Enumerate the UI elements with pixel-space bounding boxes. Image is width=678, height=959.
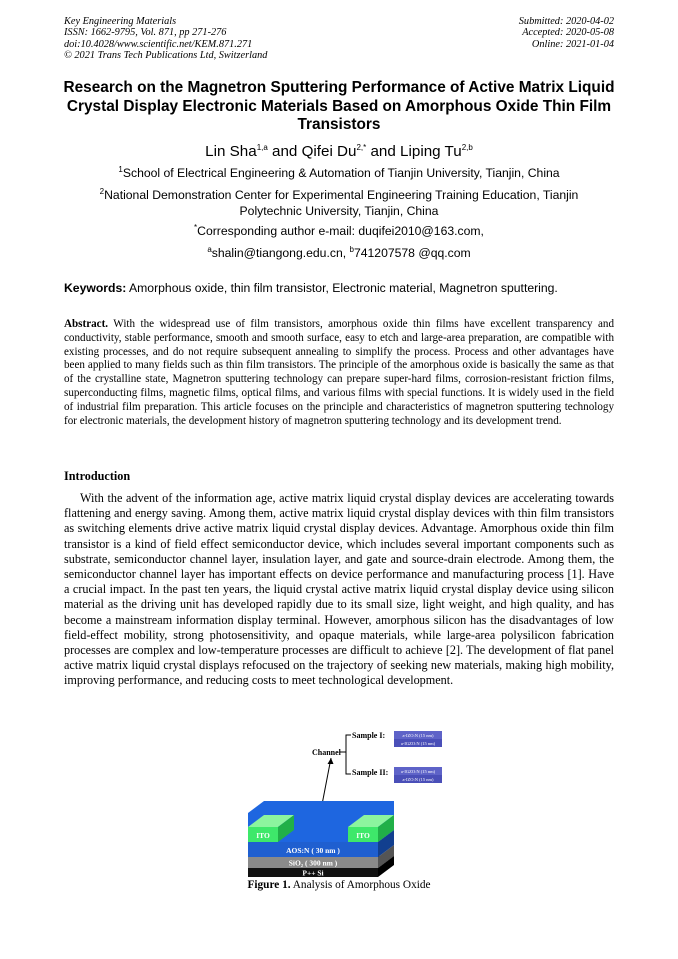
author-2: Qifei Du (301, 143, 357, 160)
author-1: Lin Sha (205, 143, 257, 160)
email-b-sup: b (349, 244, 354, 254)
author-1-sup: 1,a (256, 142, 268, 152)
email-a-sup: a (207, 244, 212, 254)
corresponding-text: Corresponding author e-mail: duqifei2010@163.com, (197, 224, 484, 238)
accepted-date: Accepted: 2020-05-08 (522, 27, 614, 39)
affiliation-2-sup: 2 (99, 186, 105, 196)
introduction-text: With the advent of the information age, active matrix liquid crystal display devices are accelerating towards flattening and energy saving. Among them, active matrix liquid crystal display devices with thin film transistors as switching elements drive active matrix liquid crystal display devices. Advantage. Amorphous oxide thin film transistor is a kind of field effect semiconductor device, which includes several important components such as substrate, semiconductor channel layer, insulation layer, and gate and source-drain electrode. Among them, the semiconductor channel layer has important effects on device performance and manufacturing process [1]. Have a crucial impact. In the past ten years, the liquid crystal active matrix liquid crystal display device using silicon material as the driving unit has developed rapidly due to its small size, light weight, and high quality, and has become a mainstream information display terminal. However, amorphous silicon has the disadvantages of low field-effect mobility, strong photosensitivity, and opaque materials, while large-area polysilicon fabrication processes are complex and low-temperature processes are difficult to achieve [2]. The development of flat panel active matrix liquid crystal displays refocused on the trajectory of seeking new materials, making high mobility, improving performance, and reducing costs to meet technological development. (64, 491, 614, 688)
sample-1-label: Sample I: (352, 731, 386, 740)
sio2-layer-label: SiO₂ ( 300 nm ) (288, 858, 338, 868)
online-date: Online: 2021-01-04 (531, 38, 614, 50)
affiliation-1-text: School of Electrical Engineering & Automation of Tianjin University, Tianjin, China (122, 166, 560, 180)
caption-text: Analysis of Amorphous Oxide (290, 879, 431, 891)
sample-1-bottom-text: a-IGZO:N (15 nm) (400, 741, 436, 746)
sample-2-bottom-text: a-IZO:N (15 nm) (402, 777, 434, 782)
author-separator: and (267, 143, 302, 160)
email-b: 741207578 @qq.com (353, 246, 471, 260)
affiliation-1-sup: 1 (118, 164, 123, 174)
paper-title: Research on the Magnetron Sputtering Performance of Active Matrix Liquid Crystal Display Electronic Materials Based on Amorphous Oxide Thin Film Transistors (63, 79, 615, 133)
author-emails (70, 246, 608, 262)
keywords-label: Keywords: (64, 281, 127, 295)
figure-caption (64, 879, 614, 891)
author-list (60, 143, 618, 161)
keywords-text: Amorphous oxide, thin film transistor, Electronic material, Magnetron sputtering. (126, 281, 558, 295)
ito-left-label: ITO (256, 831, 270, 840)
submitted-date: Submitted: 2020-04-02 (518, 16, 614, 27)
author-3: Liping Tu (400, 143, 462, 160)
ito-right-label: ITO (356, 831, 370, 840)
abstract-text: With the widespread use of film transistors, amorphous oxide thin films have excellent transparency and conductivity, stable performance, smooth and smooth surface, easy to etch and large-area preparation, are compatible with existing processes, and do not require subsequent annealing to simplify the process. Process and other advantages have been applied to many fields such as thin film transistors. The principle of the amorphous oxide is basically the same as that of the crystalline state, Magnetron sputtering technology can prepare super-hard films, corrosion-resistant friction films, superconducting films, magnetic films, optical films, and various films with special functions. It is widely used in the field of industrial film preparation. This article focuses on the principle and characteristics of magnetron sputtering technology for electronic materials, the development history of magnetron sputtering technology and its development trend. (64, 318, 614, 427)
doi: doi:10.4028/www.scientific.net/KEM.871.271 (64, 38, 253, 50)
figure-1 (228, 727, 458, 877)
tft-structure-diagram (228, 727, 458, 877)
copyright: © 2021 Trans Tech Publications Ltd, Switzerland (64, 50, 268, 62)
corresponding-sup: * (194, 222, 198, 232)
email-a: shalin@tiangong.edu.cn, (211, 246, 350, 260)
arrow-head-icon (328, 758, 334, 764)
channel-label: Channel (312, 748, 341, 757)
sample-2-top-text: a-IGZO:N (15 nm) (400, 769, 436, 774)
abstract (64, 318, 614, 428)
sample-2-label: Sample II: (352, 768, 389, 777)
corresponding-author (70, 224, 608, 240)
author-3-sup: 2,b (461, 142, 473, 152)
abstract-label: Abstract. (64, 318, 109, 330)
aos-layer-label: AOS:N ( 30 nm ) (286, 846, 340, 855)
si-layer-label: P++ Si (302, 868, 324, 877)
caption-label: Figure 1. (247, 879, 291, 891)
keywords (64, 281, 618, 296)
journal-info (64, 16, 267, 62)
introduction-heading: Introduction (64, 469, 131, 483)
affiliation-2-text: National Demonstration Center for Experimental Engineering Training Education, Tianjin Polytechnic University, Tianjin, China (104, 188, 579, 218)
journal-name: Key Engineering Materials (64, 16, 177, 27)
author-separator: and (366, 143, 401, 160)
sample-1-top-text: a-IZO:N (15 nm) (402, 733, 434, 738)
affiliation-1 (70, 166, 608, 182)
affiliation-2 (70, 188, 608, 219)
channel-bracket (346, 735, 351, 774)
issn: ISSN: 1662-9795, Vol. 871, pp 271-276 (64, 27, 227, 39)
dates-info (519, 16, 614, 50)
author-2-sup: 2,* (356, 142, 367, 152)
